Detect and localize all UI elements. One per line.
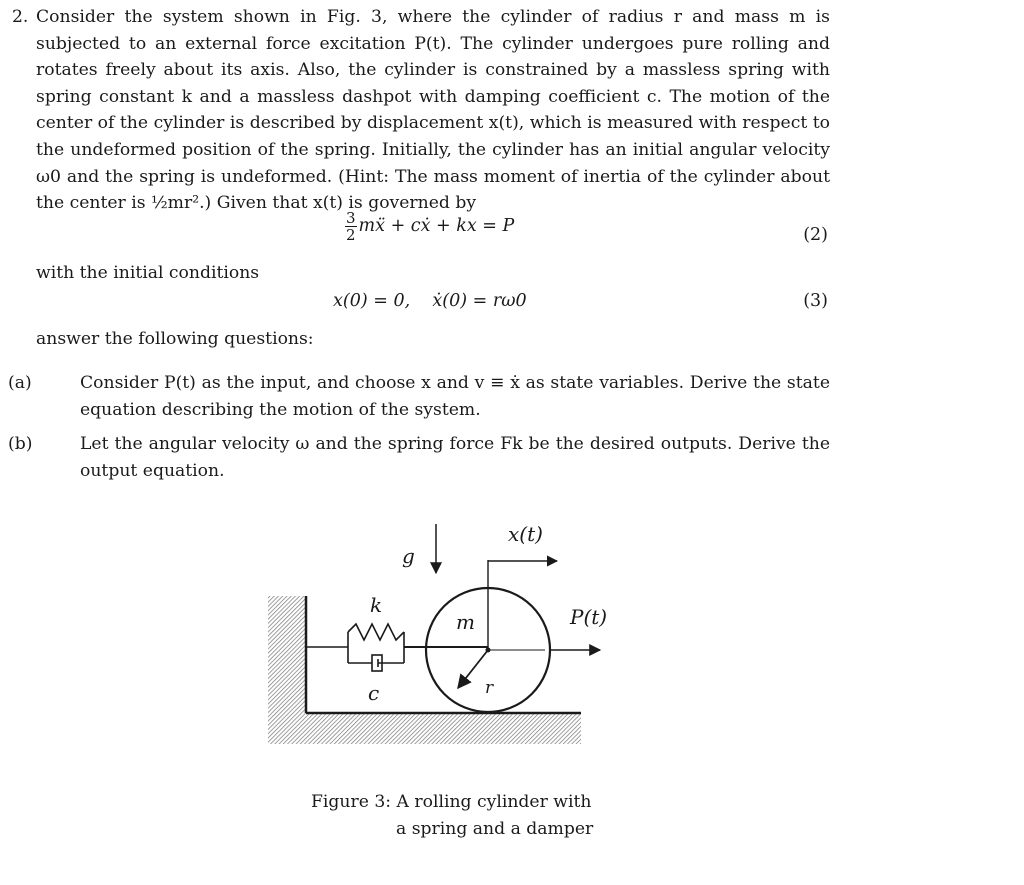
figure-caption-line-1: Figure 3: A rolling cylinder with <box>311 792 592 812</box>
part-b-label: (b) <box>8 434 33 454</box>
ground-hatch <box>268 713 581 744</box>
dashpot <box>348 647 404 671</box>
part-a-text: Consider P(t) as the input, and choose x and v ≡ ẋ as state variables. Derive the state equation describing the motion of the system. <box>80 373 830 420</box>
label-k: k <box>370 593 383 617</box>
label-r: r <box>485 678 494 698</box>
initial-conditions-text: with the initial conditions <box>36 263 260 283</box>
answer-prompt: answer the following questions: <box>36 329 314 349</box>
part-a-label: (a) <box>8 373 32 393</box>
label-g: g <box>402 544 415 568</box>
problem-number: 2. <box>12 7 29 27</box>
equation-2-number: (2) <box>803 225 828 245</box>
label-m: m <box>456 610 475 634</box>
radius-arrow <box>458 650 488 688</box>
figure-caption-line-2: a spring and a damper <box>396 819 594 839</box>
label-p-t: P(t) <box>570 605 608 629</box>
label-x-t: x(t) <box>508 522 543 546</box>
problem-intro: Consider the system shown in Fig. 3, where the cylinder of radius r and mass m is subjected to an external force excitation P(t). The cylinder undergoes pure rolling and rotates freely about its axis. Also, the cylinder is constrained by a massless spring with spring constant k and a massless dashpot with damping coefficient c. The motion of the center of the cylinder is described by displacement x(t), which is measured with respect to the undeformed position of the spring. Initially, the cylinder has an initial angular velocity ω0 and the spring is undeformed. (Hint: The mass moment of inertia of the cylinder about the center is ½mr².) Given that x(t) is governed by <box>36 7 830 214</box>
frac-numerator: 3 <box>346 209 356 227</box>
spring <box>306 624 404 647</box>
equation-3-number: (3) <box>803 291 828 311</box>
label-c: c <box>368 681 380 705</box>
equation-3: x(0) = 0, ẋ(0) = rω0 <box>333 291 527 311</box>
part-b-text: Let the angular velocity ω and the spring force Fk be the desired outputs. Derive the output equation. <box>80 434 830 481</box>
frac-denominator: 2 <box>346 226 356 244</box>
equation-2-body: mẍ + cẋ + kx = P <box>358 216 515 236</box>
